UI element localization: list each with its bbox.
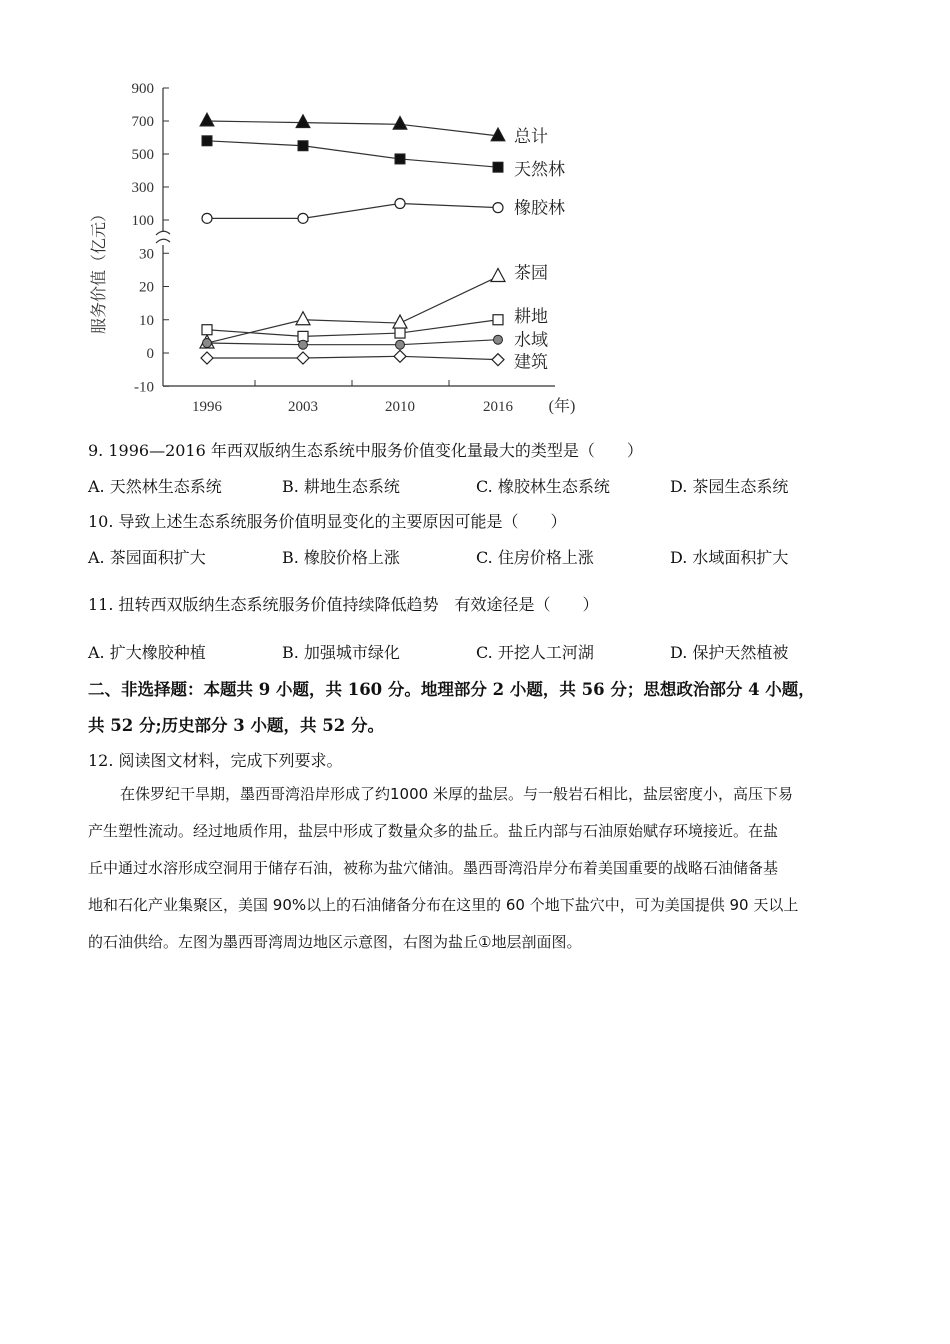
series-label: 橡胶林 [514, 198, 565, 219]
material-line-5: 的石油供给。左图为墨西哥湾周边地区示意图，右图为盐丘①地层剖面图。 [88, 933, 582, 951]
q10-option-d[interactable]: D. 水域面积扩大 [670, 548, 789, 567]
x-tick-label: 1996 [192, 399, 222, 415]
question-12-stem: 12. 阅读图文材料，完成下列要求。 [88, 751, 343, 770]
marker-filled-square [493, 162, 503, 172]
x-tick-label: 2016 [483, 399, 513, 415]
marker-filled-triangle [491, 128, 505, 141]
question-9-stem: 9. 1996—2016 年西双版纳生态系统中服务价值变化量最大的类型是（ ） [88, 441, 643, 460]
y-tick-label: 30 [139, 246, 154, 263]
marker-filled-triangle [393, 116, 407, 129]
marker-open-diamond [492, 354, 504, 366]
x-tick-label: 2003 [288, 399, 318, 415]
marker-open-square [493, 315, 503, 325]
marker-gray-circle [494, 335, 503, 344]
question-12-material [88, 776, 863, 961]
q11-option-a[interactable]: A. 扩大橡胶种植 [88, 643, 206, 662]
marker-open-triangle [491, 269, 505, 282]
q9-option-c[interactable]: C. 橡胶林生态系统 [476, 477, 610, 496]
series-line [207, 121, 498, 136]
marker-gray-circle [299, 340, 308, 349]
series-label: 总计 [514, 126, 548, 147]
marker-filled-triangle [200, 113, 214, 126]
y-tick-label: 10 [139, 312, 154, 329]
q11-option-d[interactable]: D. 保护天然植被 [670, 643, 789, 662]
axis-break-mark-bottom [156, 239, 170, 243]
series-label: 耕地 [514, 306, 548, 327]
material-line-3: 丘中通过水溶形成空洞用于储存石油，被称为盐穴储油。墨西哥湾沿岸分布着美国重要的战略石油储备基 [88, 859, 779, 877]
marker-open-diamond [394, 350, 406, 362]
marker-filled-square [202, 136, 212, 146]
marker-open-diamond [201, 352, 213, 364]
question-11-stem: 11. 扭转西双版纳生态系统服务价值持续降低趋势 有效途径是（ ） [88, 595, 599, 614]
marker-open-diamond [297, 352, 309, 364]
y-tick-label: -10 [134, 379, 154, 396]
marker-open-square [395, 328, 405, 338]
marker-open-square [202, 325, 212, 335]
marker-open-triangle [393, 315, 407, 328]
series-line [207, 141, 498, 167]
marker-gray-circle [203, 339, 212, 348]
y-axis-label: 服务价值（亿元） [89, 205, 108, 335]
marker-filled-square [395, 154, 405, 164]
axis-break-mark-top [156, 231, 170, 235]
marker-open-triangle [296, 312, 310, 325]
material-line-4: 地和石化产业集聚区，美国 90%以上的石油储备分布在这里的 60 个地下盐穴中，可为美国提供 90 天以上 [88, 896, 799, 914]
y-tick-label: 300 [131, 180, 154, 196]
q11-option-c[interactable]: C. 开挖人工河湖 [476, 643, 594, 662]
q10-option-a[interactable]: A. 茶园面积扩大 [88, 548, 206, 567]
chart-series-lines [207, 121, 498, 360]
y-tick-label: 0 [146, 346, 154, 362]
q9-option-a[interactable]: A. 天然林生态系统 [88, 477, 222, 496]
material-line-2: 产生塑性流动。经过地质作用，盐层中形成了数量众多的盐丘。盐丘内部与石油原始赋存环境接近。在盐 [88, 822, 779, 840]
chart-ticks [132, 81, 576, 415]
marker-open-circle [395, 199, 405, 209]
series-label: 建筑 [514, 352, 548, 373]
marker-open-circle [298, 213, 308, 223]
y-tick-label: 20 [139, 279, 154, 296]
marker-open-circle [202, 213, 212, 223]
chart-markers [200, 113, 505, 366]
series-line [207, 320, 498, 337]
q10-option-c[interactable]: C. 住房价格上涨 [476, 548, 594, 567]
series-label: 茶园 [514, 263, 548, 284]
marker-filled-square [298, 141, 308, 151]
question-10-stem: 10. 导致上述生态系统服务价值明显变化的主要原因可能是（ ） [88, 512, 567, 531]
series-line [207, 340, 498, 345]
material-line-1: 在侏罗纪干旱期，墨西哥湾沿岸形成了约1000 米厚的盐层。与一般岩石相比，盐层密度小，高压下易 [120, 785, 793, 803]
marker-open-circle [493, 203, 503, 213]
series-label: 天然林 [514, 160, 565, 181]
q9-option-d[interactable]: D. 茶园生态系统 [670, 477, 789, 496]
x-tick-label: 2010 [385, 399, 415, 415]
series-line [207, 204, 498, 219]
q10-option-b[interactable]: B. 橡胶价格上涨 [282, 548, 400, 567]
x-axis-unit: (年) [548, 398, 576, 415]
y-tick-label: 700 [131, 114, 154, 130]
y-tick-label: 500 [131, 147, 154, 163]
section-2-heading-line2: 共 52 分;历史部分 3 小题，共 52 分。 [88, 716, 384, 735]
q11-option-b[interactable]: B. 加强城市绿化 [282, 643, 400, 662]
q9-option-b[interactable]: B. 耕地生态系统 [282, 477, 400, 496]
series-label: 水域 [514, 330, 548, 351]
series-line [207, 356, 498, 359]
ecosystem-service-value-chart [70, 70, 590, 420]
y-tick-label: 900 [131, 81, 154, 97]
marker-filled-triangle [296, 115, 310, 128]
marker-gray-circle [396, 340, 405, 349]
y-tick-label: 100 [131, 213, 154, 229]
section-2-heading-line1: 二、非选择题：本题共 9 小题，共 160 分。地理部分 2 小题，共 56 分；思想政治部分 4 小题， [88, 680, 815, 699]
chart-series-labels [514, 127, 565, 373]
